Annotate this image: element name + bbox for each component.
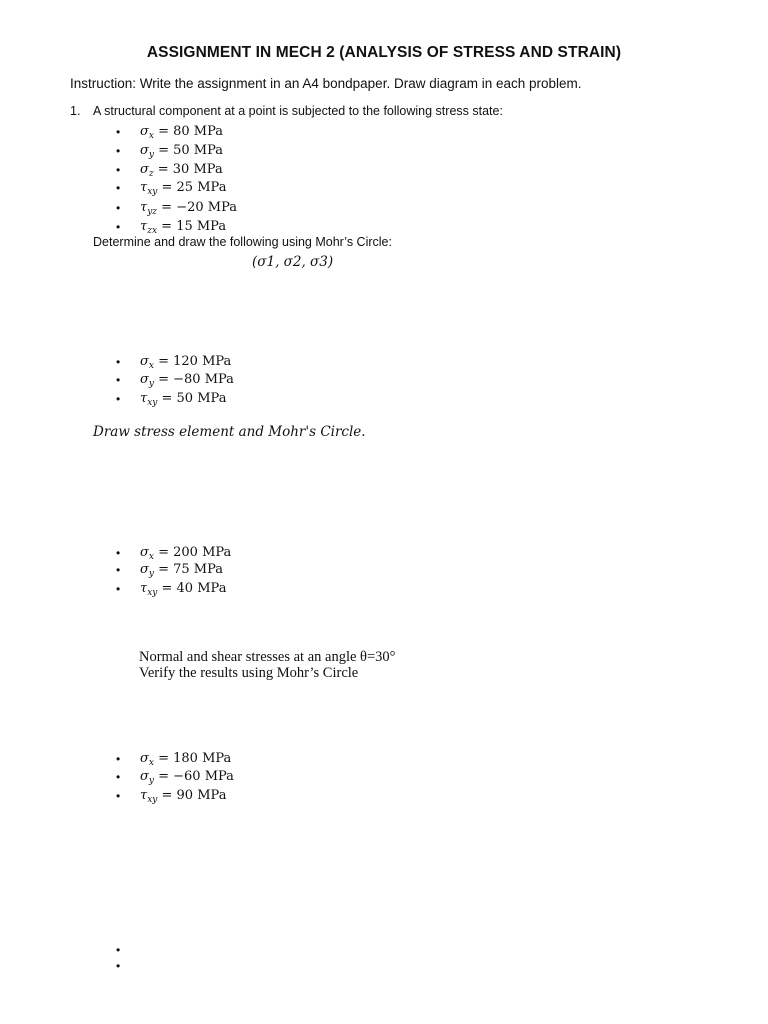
bullet: •	[116, 163, 121, 177]
bullet: •	[116, 125, 121, 139]
stress-item: $\sigma_y = 75$ MPa	[140, 562, 224, 579]
bullet: •	[116, 373, 121, 387]
stress-item: $\tau_{yz} = -20$ MPa	[140, 200, 237, 217]
problem-1-statement: A structural component at a point is subjected to the following stress state:	[93, 104, 503, 118]
stress-item: $\tau_{xy} = 50$ MPa	[140, 391, 227, 408]
bullet: •	[116, 563, 121, 577]
bullet: •	[116, 789, 121, 803]
stress-item: $\tau_{xy} = 90$ MPa	[140, 788, 227, 805]
problem-3-task-line2: Verify the results using Mohr’s Circle	[139, 665, 359, 681]
stress-item: $\sigma_x = 180$ MPa	[140, 751, 232, 768]
bullet: •	[116, 144, 121, 158]
page-title: ASSIGNMENT IN MECH 2 (ANALYSIS OF STRESS AND STRAIN)	[146, 44, 622, 61]
bullet: •	[116, 355, 121, 369]
bullet: •	[116, 582, 121, 596]
problem-1-number: 1.	[70, 104, 81, 118]
bullet: •	[116, 220, 121, 234]
instruction-text: Instruction: Write the assignment in an A4 bondpaper. Draw diagram in each problem.	[70, 76, 582, 91]
stress-item: $\tau_{xy} = 40$ MPa	[140, 581, 227, 598]
stress-item: $\tau_{xy} = 25$ MPa	[140, 180, 227, 197]
empty-bullet: •	[116, 943, 121, 957]
stress-item: $\sigma_y = -80$ MPa	[140, 372, 234, 389]
problem-3-task-line1: Normal and shear stresses at an angle θ=30°	[139, 649, 396, 665]
bullet: •	[116, 752, 121, 766]
stress-item: $\sigma_y = -60$ MPa	[140, 769, 234, 786]
stress-item: $\sigma_x = 80$ MPa	[140, 124, 224, 141]
stress-item: $\sigma_z = 30$ MPa	[140, 162, 223, 179]
bullet: •	[116, 201, 121, 215]
stress-item: $\sigma_x = 200$ MPa	[140, 545, 232, 562]
principal-stresses: (σ1, σ2, σ3)	[252, 254, 334, 270]
empty-bullet: •	[116, 959, 121, 973]
problem-1-task: Determine and draw the following using Mohr’s Circle:	[93, 235, 392, 249]
stress-item: $\tau_{zx} = 15$ MPa	[140, 219, 227, 236]
bullet: •	[116, 770, 121, 784]
problem-2-task: Draw stress element and Mohr's Circle.	[93, 424, 366, 440]
bullet: •	[116, 546, 121, 560]
stress-item: $\sigma_x = 120$ MPa	[140, 354, 232, 371]
bullet: •	[116, 392, 121, 406]
stress-item: $\sigma_y = 50$ MPa	[140, 143, 224, 160]
bullet: •	[116, 181, 121, 195]
